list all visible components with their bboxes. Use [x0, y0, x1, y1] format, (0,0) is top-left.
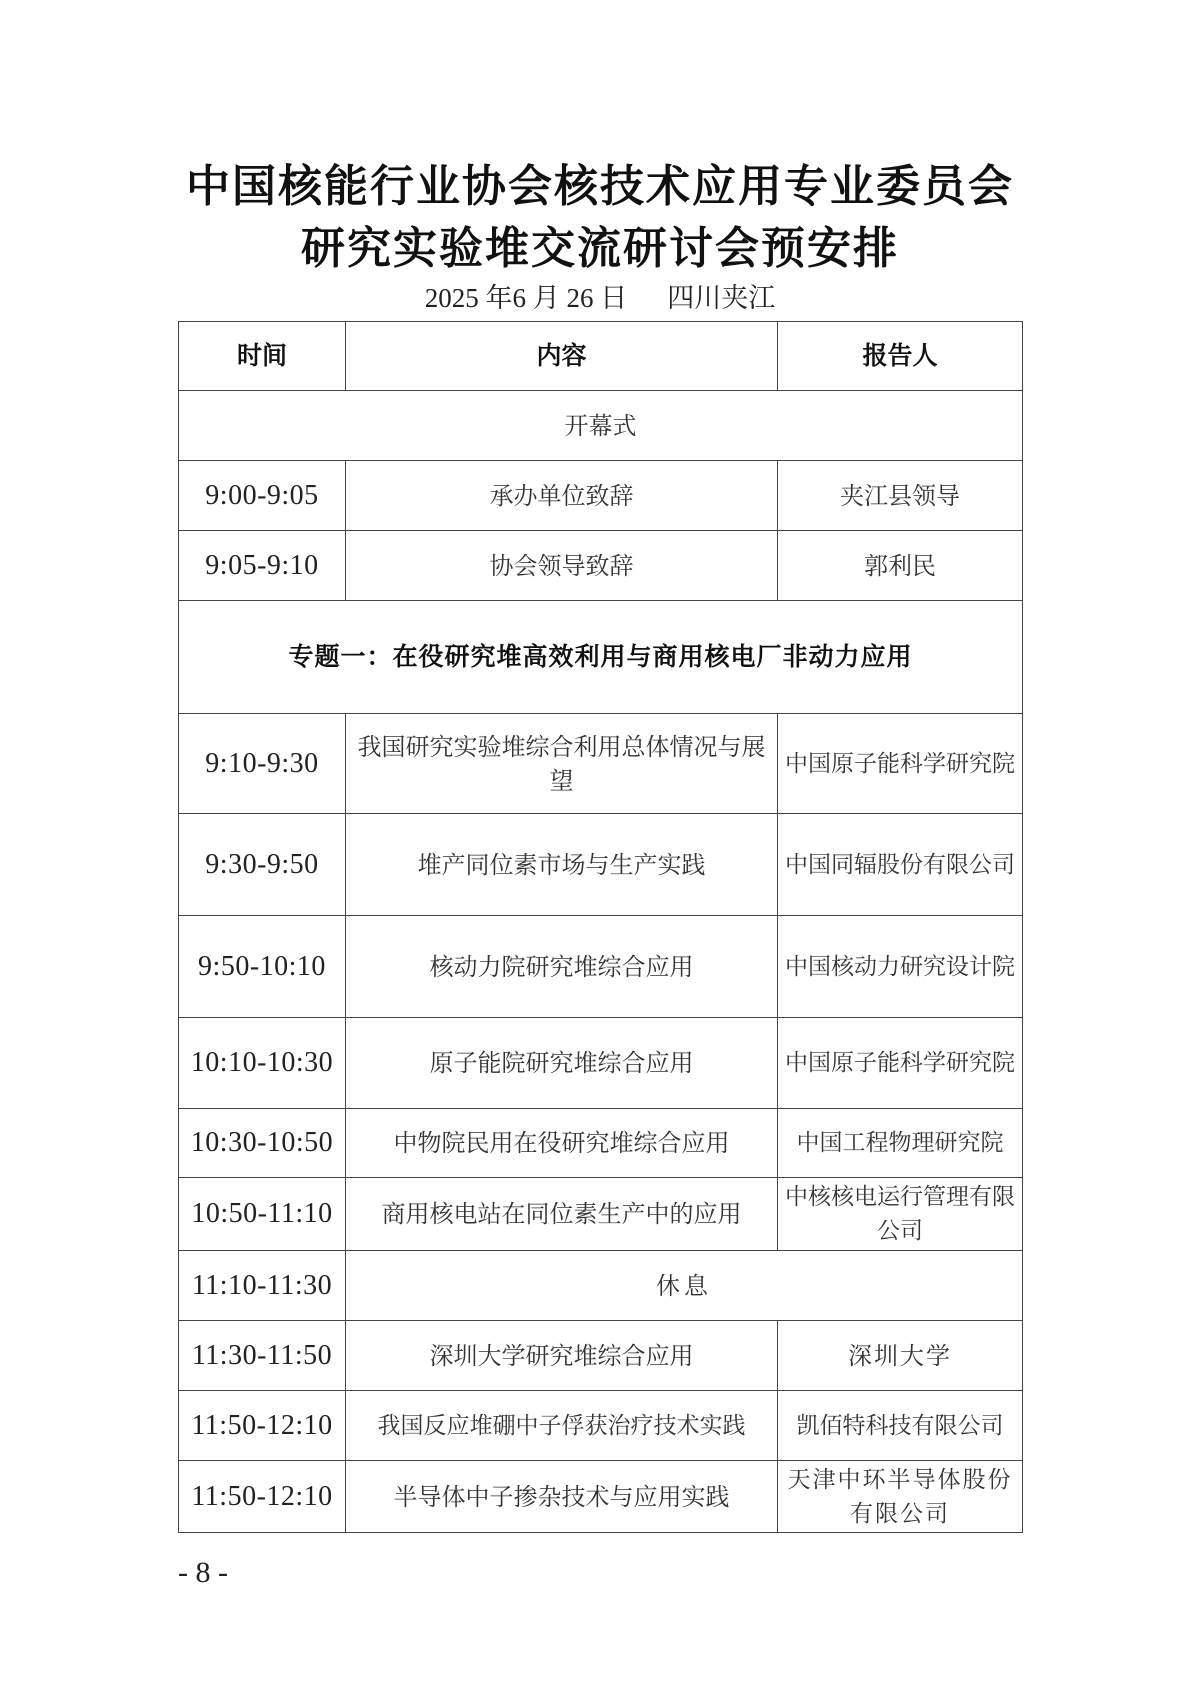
row-time: 11:50-12:10 [179, 1461, 346, 1533]
header-time: 时间 [179, 322, 346, 391]
table-row [179, 531, 1023, 601]
row-time: 9:50-10:10 [179, 916, 346, 1018]
row-time: 11:30-11:50 [179, 1321, 346, 1391]
row-speaker: 郭利民 [778, 531, 1023, 601]
row-speaker: 凯佰特科技有限公司 [778, 1391, 1023, 1461]
table-row [179, 814, 1023, 916]
row-time: 11:10-11:30 [179, 1251, 346, 1321]
row-content: 我国研究实验堆综合利用总体情况与展望 [346, 714, 778, 814]
row-content: 承办单位致辞 [346, 461, 778, 531]
table-row [179, 461, 1023, 531]
row-time: 10:10-10:30 [179, 1018, 346, 1109]
row-content: 原子能院研究堆综合应用 [346, 1018, 778, 1109]
row-speaker: 中核核电运行管理有限公司 [778, 1178, 1023, 1251]
row-time: 9:10-9:30 [179, 714, 346, 814]
header-speaker: 报告人 [778, 322, 1023, 391]
document-title-line2: 研究实验堆交流研讨会预安排 [301, 223, 899, 274]
row-time: 9:00-9:05 [179, 461, 346, 531]
row-content: 深圳大学研究堆综合应用 [346, 1321, 778, 1391]
row-time: 10:30-10:50 [179, 1109, 346, 1178]
table-row [179, 714, 1023, 814]
row-content: 堆产同位素市场与生产实践 [346, 814, 778, 916]
row-time: 9:05-9:10 [179, 531, 346, 601]
schedule-table [178, 321, 1023, 1533]
break-row [179, 1251, 1023, 1321]
row-speaker: 中国核动力研究设计院 [778, 916, 1023, 1018]
table-row [179, 1018, 1023, 1109]
table-row [179, 916, 1023, 1018]
row-speaker: 深圳大学 [778, 1321, 1023, 1391]
row-speaker: 中国工程物理研究院 [778, 1109, 1023, 1178]
row-content: 中物院民用在役研究堆综合应用 [346, 1109, 778, 1178]
document-title-line1: 中国核能行业协会核技术应用专业委员会 [186, 161, 1014, 212]
event-date: 2025 年6 月 26 日 [424, 283, 628, 313]
table-row [179, 1461, 1023, 1533]
section-row-topic1 [179, 601, 1023, 714]
row-content-break: 休息 [346, 1251, 1023, 1321]
row-time: 11:50-12:10 [179, 1391, 346, 1461]
row-content: 我国反应堆硼中子俘获治疗技术实践 [346, 1391, 778, 1461]
section-opening: 开幕式 [179, 391, 1023, 461]
row-time: 9:30-9:50 [179, 814, 346, 916]
section-row-opening [179, 391, 1023, 461]
page-number: - 8 - [178, 1556, 228, 1589]
table-row [179, 1321, 1023, 1391]
row-time: 10:50-11:10 [179, 1178, 346, 1251]
row-speaker: 天津中环半导体股份有限公司 [778, 1461, 1023, 1533]
table-row [179, 1178, 1023, 1251]
event-location: 四川夹江 [667, 283, 776, 313]
table-row [179, 1109, 1023, 1178]
section-topic1: 专题一：在役研究堆高效利用与商用核电厂非动力应用 [179, 601, 1023, 714]
date-location-line [0, 276, 1200, 315]
row-content: 半导体中子掺杂技术与应用实践 [346, 1461, 778, 1533]
row-speaker: 中国同辐股份有限公司 [778, 814, 1023, 916]
row-speaker: 夹江县领导 [778, 461, 1023, 531]
row-speaker: 中国原子能科学研究院 [778, 1018, 1023, 1109]
table-row [179, 1391, 1023, 1461]
row-content: 商用核电站在同位素生产中的应用 [346, 1178, 778, 1251]
row-content: 核动力院研究堆综合应用 [346, 916, 778, 1018]
header-content: 内容 [346, 322, 778, 391]
table-header-row [179, 322, 1023, 391]
row-speaker: 中国原子能科学研究院 [778, 714, 1023, 814]
row-content: 协会领导致辞 [346, 531, 778, 601]
